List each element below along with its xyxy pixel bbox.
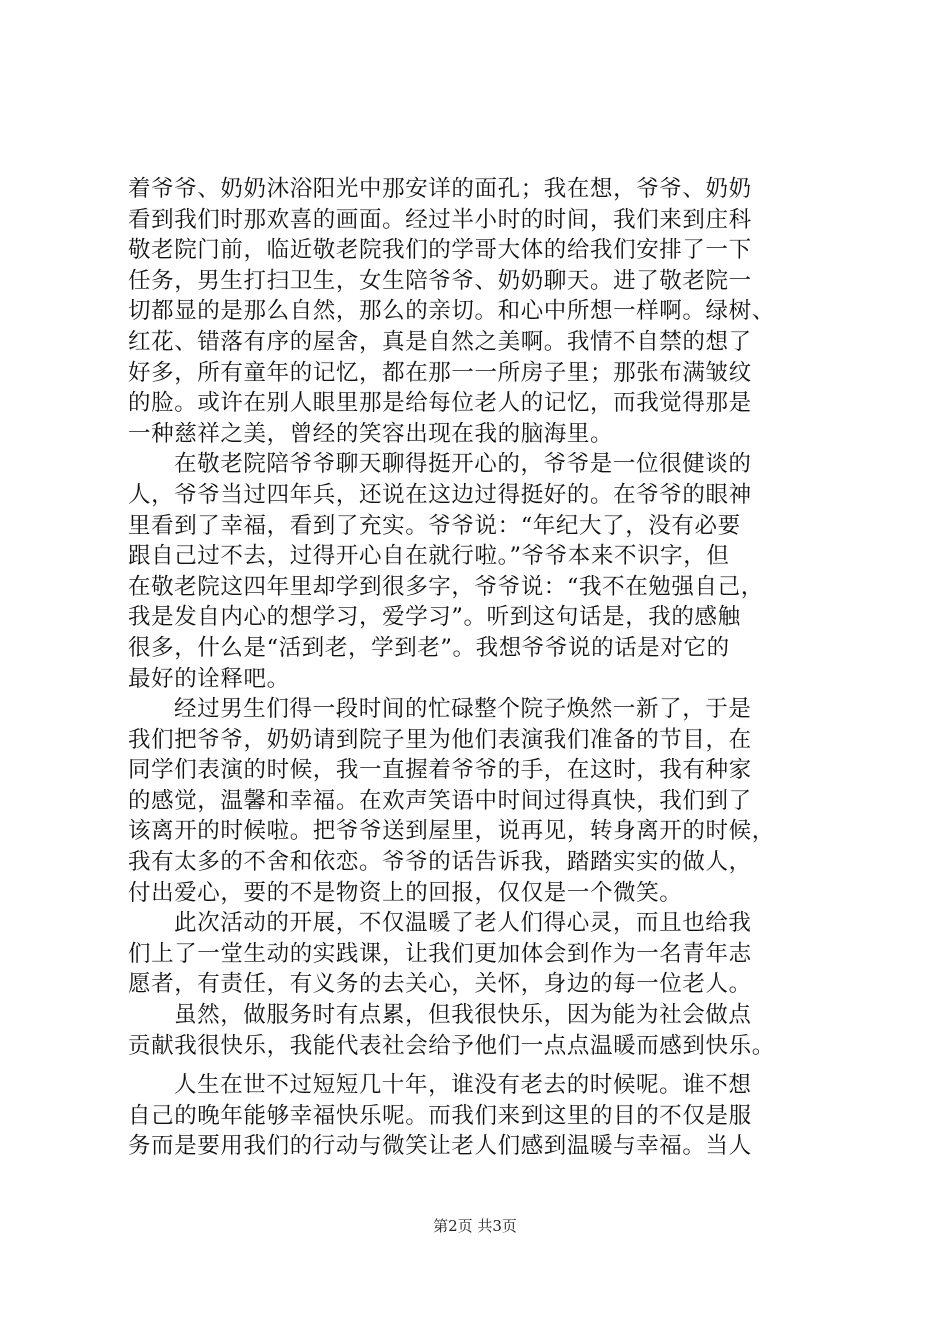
text-line: 此次活动的开展，不仅温暖了老人们得心灵，而且也给我 [174, 910, 752, 937]
text-line: 任务，男生打扫卫生，女生陪爷爷、奶奶聊天。进了敬老院一 [128, 267, 752, 294]
text-line: 着爷爷、奶奶沐浴阳光中那安详的面孔；我在想，爷爷、奶奶 [128, 176, 752, 202]
text-line: 在敬老院陪爷爷聊天聊得挺开心的，爷爷是一位很健谈的 [174, 451, 752, 478]
text-line: 人，爷爷当过四年兵，还说在这边过得挺好的。在爷爷的眼神 [128, 481, 752, 508]
text-line: 自己的晚年能够幸福快乐呢。而我们来到这里的目的不仅是服 [128, 1102, 752, 1129]
text-line: 们上了一堂生动的实践课，让我们更加体会到作为一名青年志 [128, 940, 752, 967]
text-line: 的脸。或许在别人眼里那是给每位老人的记忆，而我觉得那是 [128, 390, 752, 417]
text-line: 经过男生们得一段时间的忙碌整个院子焕然一新了，于是 [174, 696, 752, 723]
text-line: 一种慈祥之美，曾经的笑容出现在我的脑海里。 [128, 420, 614, 447]
text-line: 虽然，做服务时有点累，但我很快乐，因为能为社会做点 [174, 1002, 752, 1029]
text-line: 付出爱心，要的不是物资上的回报，仅仅是一个微笑。 [128, 879, 683, 906]
text-line: 敬老院门前，临近敬老院我们的学哥大体的给我们安排了一下 [128, 237, 752, 264]
text-line: 里看到了幸福，看到了充实。爷爷说：“年纪大了，没有必要 [128, 512, 741, 539]
text-line: 红花、错落有序的屋舍，真是自然之美啊。我情不自禁的想了 [128, 328, 752, 355]
text-line: 人生在世不过短短几十年，谁没有老去的时候呢。谁不想 [174, 1072, 752, 1098]
text-line: 好多，所有童年的记忆，都在那一一所房子里；那张布满皱纹 [128, 359, 752, 386]
text-line: 我有太多的不舍和依恋。爷爷的话告诉我，踏踏实实的做人， [128, 849, 752, 876]
text-line: 愿者，有责任，有义务的去关心，关怀，身边的每一位老人。 [128, 971, 752, 998]
text-line: 看到我们时那欢喜的画面。经过半小时的时间，我们来到庄科 [128, 206, 752, 233]
text-line: 我是发自内心的想学习，爱学习”。听到这句话是，我的感触 [128, 604, 741, 631]
text-line: 的感觉，温馨和幸福。在欢声笑语中时间过得真快，我们到了 [128, 787, 752, 814]
text-line: 跟自己过不去，过得开心自在就行啦。”爷爷本来不识字，但 [128, 543, 730, 570]
text-line: 同学们表演的时候，我一直握着爷爷的手，在这时，我有种家 [128, 757, 752, 784]
text-line: 该离开的时候啦。把爷爷送到屋里，说再见，转身离开的时候， [128, 818, 775, 845]
text-line: 在敬老院这四年里却学到很多字，爷爷说：“我不在勉强自己， [128, 573, 764, 600]
document-body [128, 174, 848, 1061]
text-line: 务而是要用我们的行动与微笑让老人们感到温暖与幸福。当人 [128, 1133, 752, 1160]
text-line: 我们把爷爷，奶奶请到院子里为他们表演我们准备的节目，在 [128, 726, 752, 753]
text-line: 最好的诠释吧。 [128, 665, 290, 692]
text-line: 很多，什么是“活到老，学到老”。我想爷爷说的话是对它的 [128, 634, 730, 661]
text-line: 贡献我很快乐，我能代表社会给予他们一点点温暖而感到快乐。 [128, 1032, 775, 1059]
document-body-continued [128, 1070, 848, 1162]
page-footer [0, 1216, 950, 1236]
page-number: 第2页 共3页 [433, 1217, 517, 1235]
text-line: 切都显的是那么自然，那么的亲切。和心中所想一样啊。绿树、 [128, 298, 775, 325]
